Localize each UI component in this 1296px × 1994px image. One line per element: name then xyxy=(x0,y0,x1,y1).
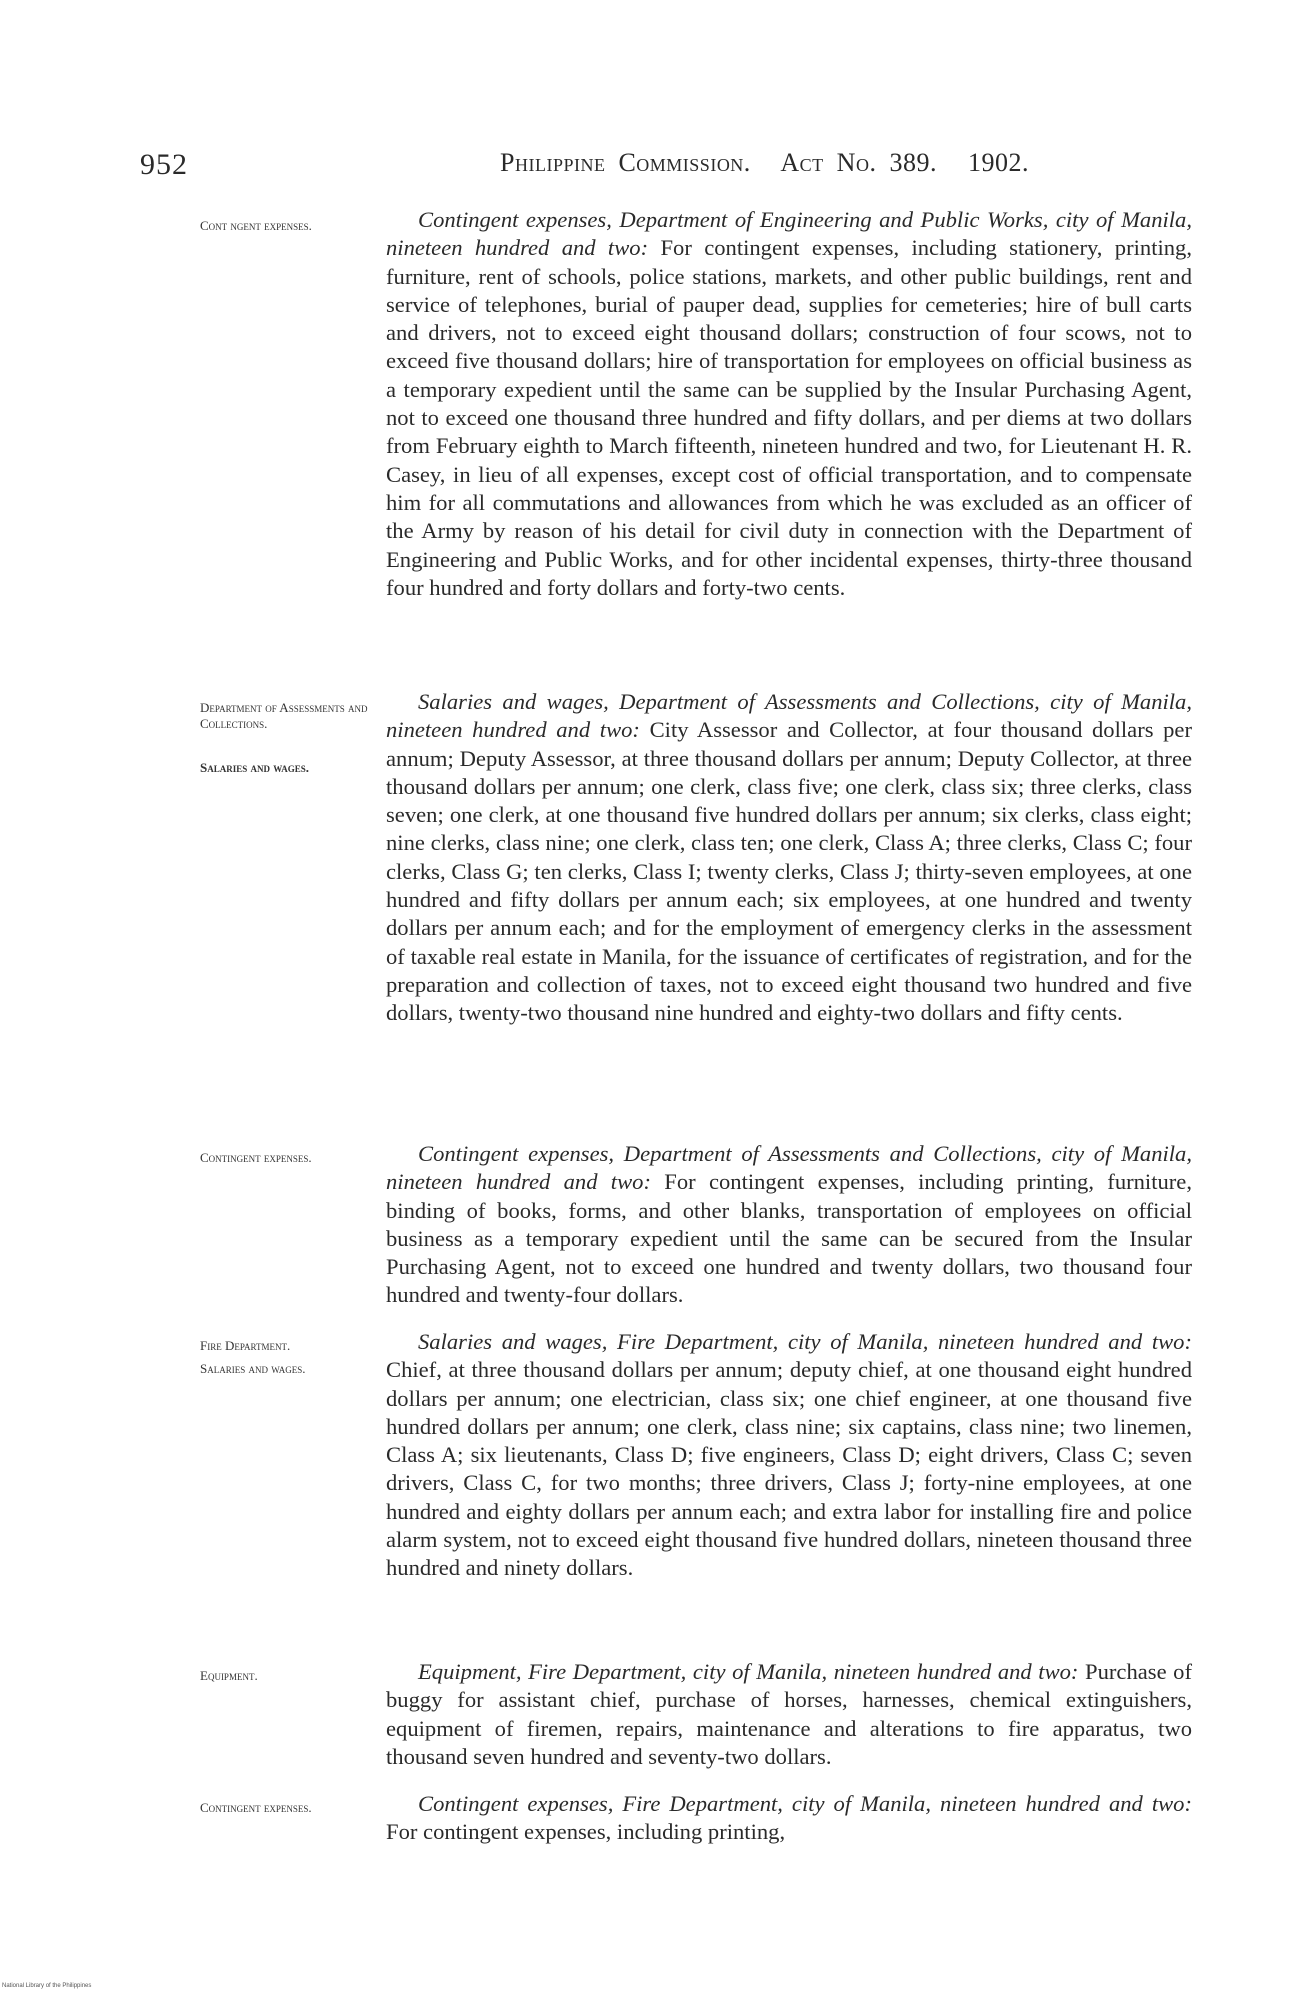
paragraph-body: City Assessor and Collector, at four thousand dollars per annum; Deputy Assessor, at three thousand dollars per annum; Deputy Collector, at three thousand dollars per annum; one clerk, class five; one clerk, class six; three clerks, class seven; one clerk, at one thousand five hundred dollars per annum; six clerks, class eight; nine clerks, class nine; one clerk, class ten; one clerk, Class A; three clerks, Class C; four clerks, Class G; ten clerks, Class I; twenty clerks, Class J; thirty-seven employees, at one hundred and fifty dollars per annum each; six employees, at one hundred and twenty dollars per annum each; and for the employment of emergency clerks in the assessment of taxable real estate in Manila, for the issuance of certificates of registration, and for the preparation and collection of taxes, not to exceed eight thousand two hundred and five dollars, twenty-two thousand nine hundred and eighty-two dollars and fifty cents. xyxy=(386,717,1192,1026)
page-number: 952 xyxy=(140,148,188,181)
paragraph-fire-contingent xyxy=(386,1790,1192,1847)
paragraph-lead: Salaries and wages, Department of Assessments and Collections, city of Manila, nineteen hundred and two: xyxy=(386,689,1192,743)
paragraph-assessments-contingent xyxy=(386,1140,1192,1310)
margin-note: Contingent expenses. xyxy=(200,1150,312,1165)
margin-note: Department of Assessments and Collections. xyxy=(200,700,368,731)
paragraph-engineering-contingent xyxy=(386,206,1192,602)
running-head xyxy=(500,148,1029,178)
paragraph-fire-equipment xyxy=(386,1658,1192,1771)
commission-name: Philippine Commission. xyxy=(500,148,751,177)
margin-note: Equipment. xyxy=(200,1668,258,1683)
margin-note: Salaries and wages. xyxy=(200,760,310,775)
paragraph-body: For contingent expenses, including printing, furniture, binding of books, forms, and other blanks, transportation of employees on official business as a temporary expedient until the same can be secured from the Insular Purchasing Agent, not to exceed one hundred and twenty dollars, two thousand four hundred and twenty-four dollars. xyxy=(386,1169,1192,1308)
act-number: Act No. 389. xyxy=(780,148,937,177)
margin-note: Contingent expenses. xyxy=(200,1800,312,1815)
paragraph-lead: Contingent expenses, Department of Engineering and Public Works, city of Manila, nineteen hundred and two: xyxy=(386,207,1192,261)
margin-note: Cont ngent expenses. xyxy=(200,218,312,233)
act-year: 1902. xyxy=(967,148,1029,177)
paragraph-lead: Equipment, Fire Department, city of Manila, nineteen hundred and two: xyxy=(418,1659,1079,1684)
paragraph-body: Chief, at three thousand dollars per annum; deputy chief, at one thousand eight hundred dollars per annum; one electrician, class six; one chief engineer, at one thousand five hundred dollars per annum; one clerk, class nine; six captains, class nine; two linemen, Class A; six lieutenants, Class D; five engineers, Class D; eight drivers, Class C; seven drivers, Class C, for two months; three drivers, Class J; forty-nine employees, at one hundred and eighty dollars per annum each; and extra labor for installing fire and police alarm system, not to exceed eight thousand five hundred dollars, nineteen thousand three hundred and ninety dollars. xyxy=(386,1357,1192,1581)
paragraph-body: For contingent expenses, including stationery, printing, furniture, rent of schools, police stations, markets, and other public buildings, rent and service of telephones, burial of pauper dead, supplies for cemeteries; hire of bull carts and drivers, not to exceed eight thousand dollars; construction of four scows, not to exceed five thousand dollars; hire of transportation for employees on official business as a temporary expedient until the same can be supplied by the Insular Purchasing Agent, not to exceed one thousand three hundred and fifty dollars, and per diems at two dollars from February eighth to March fifteenth, nineteen hundred and two, for Lieutenant H. R. Casey, in lieu of all expenses, except cost of official transportation, and to compensate him for all commutations and allowances from which he was excluded as an officer of the Army by reason of his detail for civil duty in connection with the Department of Engineering and Public Works, and for other incidental expenses, thirty-three thousand four hundred and forty dollars and forty-two cents. xyxy=(386,235,1192,600)
paragraph-assessments-salaries xyxy=(386,688,1192,1028)
margin-note: Salaries and wages. xyxy=(200,1361,306,1376)
margin-note: Fire Department. xyxy=(200,1338,291,1353)
paragraph-lead: Contingent expenses, Fire Department, city of Manila, nineteen hundred and two: xyxy=(418,1791,1192,1816)
paragraph-body: Purchase of buggy for assistant chief, purchase of horses, harnesses, chemical extinguishers, equipment of firemen, repairs, maintenance and alterations to fire apparatus, two thousand seven hundred and seventy-two dollars. xyxy=(386,1659,1192,1769)
paragraph-lead: Contingent expenses, Department of Assessments and Collections, city of Manila, nineteen hundred and two: xyxy=(386,1141,1192,1195)
paragraph-body: For contingent expenses, including printing, xyxy=(386,1819,786,1845)
footer-tag: National Library of the Philippines xyxy=(2,1983,92,1989)
paragraph-fire-salaries xyxy=(386,1328,1192,1583)
paragraph-lead: Salaries and wages, Fire Department, city of Manila, nineteen hundred and two: xyxy=(418,1329,1192,1354)
